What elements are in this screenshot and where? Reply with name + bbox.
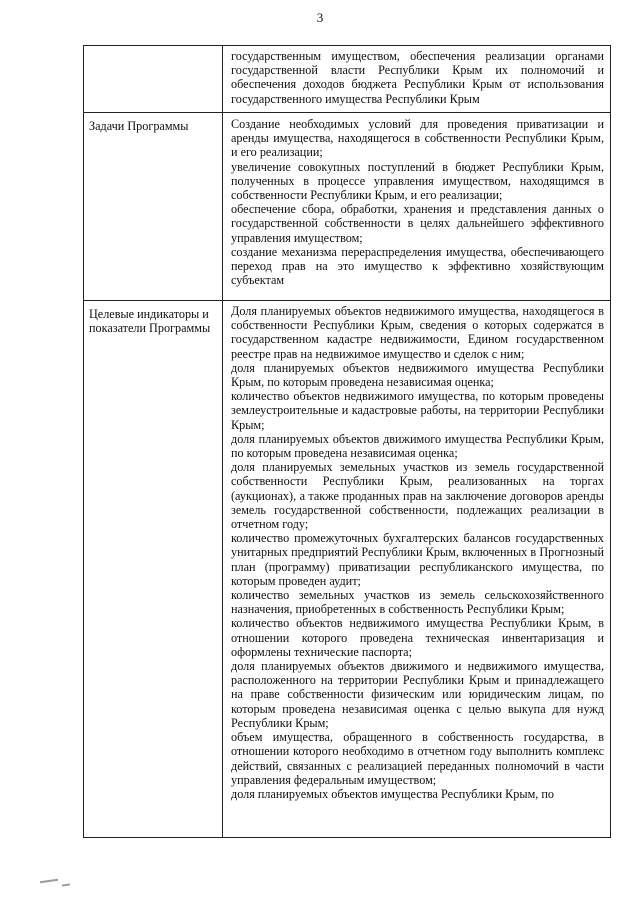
scan-artifact-mark: [62, 883, 70, 886]
row-paragraphs: [223, 46, 610, 106]
row-paragraph: объем имущества, обращенного в собственность государства, в отношении которого необходимо в отчетном году выполнить комплекс действий, связанных с реализацией переданных полномочий в части управления федеральным имуществом;: [231, 730, 604, 787]
row-paragraph: обеспечение сбора, обработки, хранения и представления данных о государственной собственности в целях дальнейшего эффективного управления имуществом;: [231, 202, 604, 245]
row-paragraph: доля планируемых земельных участков из земель государственной собственности Республики Крым, реализованных на торгах (аукционах), а также проданных прав на заключение договоров аренды земель государственной собственности, подлежащих реализации в отчетном году;: [231, 460, 604, 532]
page-number: 3: [316, 10, 324, 25]
row-label-cell: [84, 46, 223, 113]
row-label: Задачи Программы: [89, 119, 189, 133]
row-paragraph: количество земельных участков из земель сельскохозяйственного назначения, приобретенных в собственность Республики Крым;: [231, 588, 604, 617]
row-paragraph: создание механизма перераспределения имущества, обеспечивающего переход прав на это имущество к эффективно хозяйствующим субъектам: [231, 244, 604, 288]
row-paragraph: количество объектов недвижимого имущества, по которым проведены землеустроительные и кадастровые работы, на территории Республики Крым;: [231, 389, 604, 432]
row-paragraph: доля планируемых объектов недвижимого имущества Республики Крым, по которым проведена независимая оценка;: [231, 360, 604, 390]
row-label: [84, 46, 222, 52]
row-label-cell: [84, 301, 223, 838]
row-paragraphs: [223, 113, 610, 287]
row-paragraph: доля планируемых объектов имущества Республики Крым, по: [231, 786, 554, 801]
program-passport-table: [83, 45, 611, 838]
row-paragraph: количество объектов недвижимого имущества Республики Крым, в отношении которого проведена техническая инвентаризация и оформлены технические паспорта;: [231, 616, 604, 659]
table-row-tasks: [84, 113, 611, 301]
row-label: Целевые индикаторы и показатели Программы: [89, 307, 211, 335]
row-value-cell: [223, 301, 611, 838]
row-paragraphs: [223, 301, 610, 801]
row-value-cell: [223, 113, 611, 301]
row-paragraph: увеличение совокупных поступлений в бюджет Республики Крым, полученных в процессе управления имуществом, находящимся в собственности Республики Крым, и его реализации;: [231, 159, 604, 203]
row-paragraph: доля планируемых объектов движимого имущества Республики Крым, по которым проведена независимая оценка;: [231, 431, 604, 461]
row-paragraph: доля планируемых объектов движимого и недвижимого имущества, расположенного на территории Республики Крым и принадлежащего на праве собственности физическим или юридическим лицам, по которым проведена независимая оценка с целью выкупа для нужд Республики Крым;: [231, 659, 604, 730]
row-paragraph: Создание необходимых условий для проведения приватизации и аренды имущества, находящегося в собственности Республики Крым, и его реализации;: [231, 117, 604, 160]
table-row-goal-continuation: [84, 46, 611, 113]
row-paragraph: количество промежуточных бухгалтерских балансов государственных унитарных предприятий Республики Крым, включенных в Прогнозный план (программу) приватизации республиканского имущества, по которым проведен аудит;: [231, 531, 604, 588]
row-value-cell: [223, 46, 611, 113]
row-paragraph: государственным имуществом, обеспечения реализации органами государственной власти Республики Крым их полномочий и обеспечения доходов бюджета Республики Крым от использования государственного имущества Республики Крым: [231, 49, 604, 106]
scan-artifact-mark: [40, 879, 58, 883]
row-label-cell: [84, 113, 223, 301]
table-row-target-indicators: [84, 301, 611, 838]
row-paragraph: Доля планируемых объектов недвижимого имущества, находящегося в собственности Республики Крым, сведения о которых содержатся в государственном кадастре недвижимости, Едином государственном реестре прав на недвижимое имущество и сделок с ним;: [231, 304, 604, 361]
